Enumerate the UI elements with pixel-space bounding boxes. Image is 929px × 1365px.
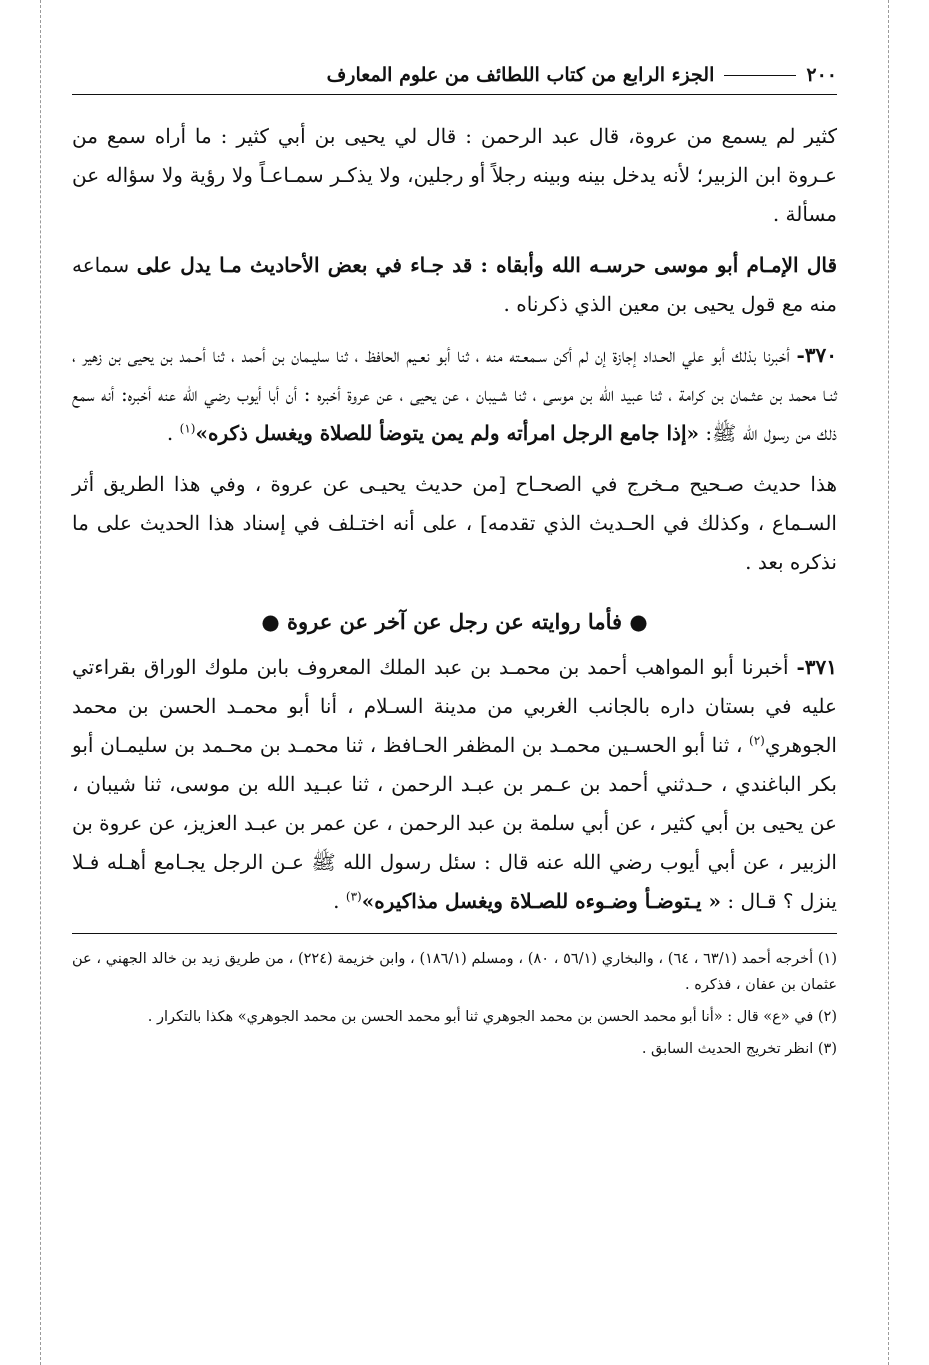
- footnote-ref-2: (٢): [749, 733, 765, 748]
- hadith-370-end: .: [166, 421, 180, 445]
- hadith-370: [72, 336, 837, 453]
- right-margin-guide: [888, 0, 889, 1365]
- left-margin-guide: [40, 0, 41, 1365]
- paragraph-grading: هذا حديث صـحيح مـخرج في الصحـاح [من حديث يحيـى عن عروة ، وفي هذا الطريق أثر السـماع ، وكذلك في الحـديث الذي تقدمه] ، على أنه اختـلف في إسناد هذا الحديث على ما نذكره بعد .: [72, 472, 837, 574]
- footnote-ref-1: (١): [179, 421, 196, 436]
- hadith-371-text-b: ، ثنا أبو الحسـين محمـد بن المظفر الحـافظ ، ثنا محمـد بن محـمد بن سليمـان أبو بكر الباغندي ، حـدثني أحمد بن عـمر بن عبـد الرحمن ، ثنا عبـيد الله بن موسى، ثنا شيبان ، عن يحيى بن أبي كثير ، عن أبي سلمة بن عبد الرحمن ، عن عمر بن عبـد العزيز، عن عروة بن الزبير ، عن أبي أيوب رضي الله عنه قال : سئل رسول الله ﷺ عـن الرجل يجـامع أهـله فـلا ينزل ؟ قـال :: [72, 733, 837, 913]
- hadith-371-quote: « يـتوضـأ وضـوءه للصـلاة ويغسل مذاكيره»: [361, 889, 721, 913]
- hadith-370-quote: «إذا جامع الرجل امرأته ولم يمن يتوضأ للصلاة ويغسل ذكره»: [195, 421, 700, 445]
- paragraph-continuation: كثير لم يسمع من عروة، قال عبد الرحمن : قال لي يحيى بن أبي كثير : ما أراه سمع من عـروة ابن الزبير؛ لأنه يدخل بينه وبينه رجلاً أو رجلين، ولا يذكـر سمـاعـاً ولا رؤية ولا سؤاله عن مسألة .: [72, 124, 837, 226]
- footnote-separator: [72, 933, 837, 934]
- paragraph-imam-comment: [72, 246, 837, 324]
- book-page: [72, 58, 837, 1062]
- imam-comment-rest: سماعه منه مع قول يحيى بن معين الذي ذكرناه .: [72, 253, 837, 316]
- page-number: ٢٠٠: [806, 64, 837, 86]
- hadith-371-text-a: أخبرنا أبو المواهب أحمد بن محمـد بن عبد الملك المعروف بابن ملوك الوراق بقراءتي عليه في بستان داره بالجانب الغربي من مدينة السـلام ، أنا أبو محمـد الحسن بن محمد الجوهري: [72, 655, 837, 757]
- footnote-1: (١) أخرجه أحمد (٦٣/١ ، ٦٤) ، والبخاري (٥٦/١ ، ٨٠) ، ومسلم (١٨٦/١) ، وابن خزيمة (٢٢٤) ، من طريق زيد بن خالد الجهني ، عن عثمان بن عفان ، فذكره .: [72, 951, 838, 993]
- section-heading: ● فأما روايته عن رجل عن آخر عن عروة ●: [261, 609, 648, 634]
- imam-comment-lead: قال الإمـام أبو موسى حرسـه الله وأبقاه : قد جـاء في بعض الأحاديث مـا يدل على: [136, 253, 837, 277]
- hadith-370-text: أخبرنا بذلك أبو علي الحـداد إجازة إن لم أكن سـمعـته منه ، ثنا أبو نعـيم الحافظ ، ثنا سليـمان بن أحمد ، ثنا أحـمد بن يحيى بن زهير ، ثنـا محمد بن عثـمان بن كرامة ، ثنا عبيد الله بن موسى ، ثنا شـيبان ، عن يحيى ، عن عروة أخبره : أن أبا أيوب رضي الله عنه أخبره: أنه سمع ذلك من رسول الله ﷺ:: [72, 343, 837, 445]
- footnote-2: (٢) في «ع» قال : «أنا أبو محمد الحسن بن محمد الجوهري ثنا أبو محمد الحسن بن محمد الجوهري» هكذا بالتكرار .: [147, 1009, 837, 1025]
- running-title: الجزء الرابع من كتاب اللطائف من علوم المعارف: [326, 64, 715, 86]
- footnote-3: (٣) انظر تخريج الحديث السابق .: [641, 1041, 837, 1057]
- hadith-371-number: ٣٧١-: [796, 655, 837, 679]
- footnote-ref-3: (٣): [345, 889, 362, 904]
- hadith-371: [72, 648, 837, 921]
- header-rule: [724, 75, 796, 76]
- header-underline: [72, 94, 837, 95]
- hadith-370-number: ٣٧٠-: [796, 343, 838, 367]
- hadith-371-end: .: [333, 889, 346, 913]
- running-header: [72, 58, 837, 92]
